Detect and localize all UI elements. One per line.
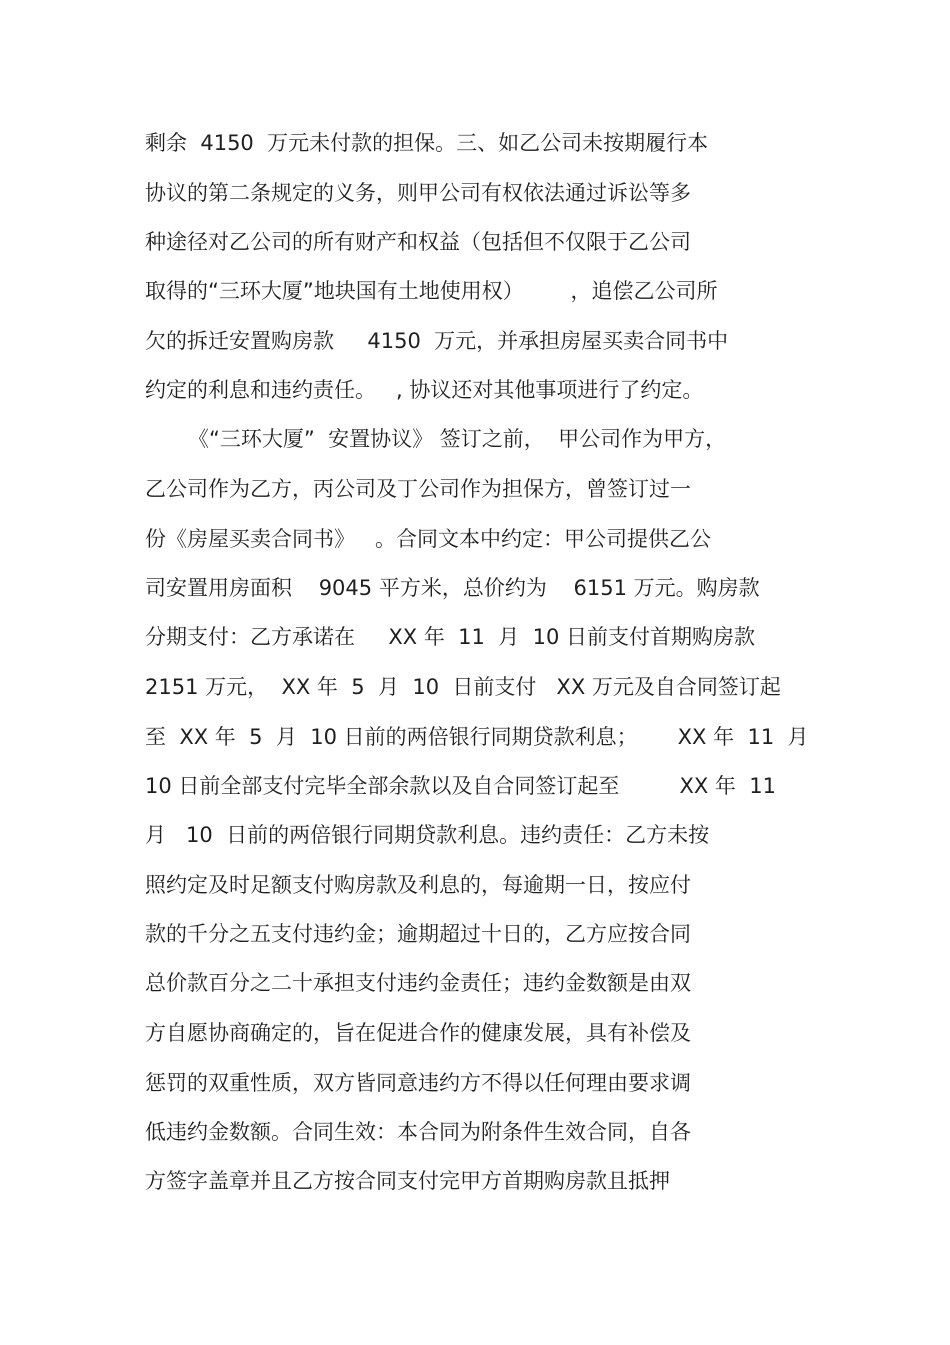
text-line: 月 10 日前的两倍银行同期贷款利息。违约责任：乙方未按 <box>145 823 710 847</box>
text-line: 10 日前全部支付完毕全部余款以及自合同签订起至 XX 年 11 <box>145 774 776 798</box>
text-line: 协议的第二条规定的义务，则甲公司有权依法通过诉讼等多 <box>145 181 691 205</box>
text-line: 款的千分之五支付违约金；逾期超过十日的，乙方应按合同 <box>145 922 691 946</box>
text-line: 低违约金数额。合同生效：本合同为附条件生效合同，自各 <box>145 1120 691 1144</box>
text-line: 至 XX 年 5 月 10 日前的两倍银行同期贷款利息； XX 年 11 月 <box>145 725 809 749</box>
text-line: 方自愿协商确定的，旨在促进合作的健康发展，具有补偿及 <box>145 1021 691 1045</box>
text-line: 照约定及时足额支付购房款及利息的，每逾期一日，按应付 <box>145 873 691 897</box>
text-line: 取得的“三环大厦”地块国有土地使用权） ，追偿乙公司所 <box>145 279 718 303</box>
text-line: 乙公司作为乙方，丙公司及丁公司作为担保方，曾签订过一 <box>145 477 691 501</box>
text-line: 方签字盖章并且乙方按合同支付完甲方首期购房款且抵押 <box>145 1169 670 1193</box>
text-line: 种途径对乙公司的所有财产和权益（包括但不仅限于乙公司 <box>145 230 691 254</box>
text-line: 司安置用房面积 9045 平方米，总价约为 6151 万元。购房款 <box>145 576 760 600</box>
text-line: 份《房屋买卖合同书》 。合同文本中约定：甲公司提供乙公 <box>145 527 712 551</box>
paragraph-start-line: 《“三环大厦” 安置协议》 签订之前， 甲公司作为甲方， <box>188 427 727 451</box>
text-line: 约定的利息和违约责任。 , 协议还对其他事项进行了约定。 <box>145 378 704 402</box>
text-line: 惩罚的双重性质，双方皆同意违约方不得以任何理由要求调 <box>145 1071 691 1095</box>
text-line: 2151 万元， XX 年 5 月 10 日前支付 XX 万元及自合同签订起 <box>145 675 781 699</box>
text-line: 分期支付：乙方承诺在 XX 年 11 月 10 日前支付首期购房款 <box>145 625 755 649</box>
text-line: 剩余 4150 万元未付款的担保。三、如乙公司未按期履行本 <box>145 131 709 155</box>
text-line: 欠的拆迁安置购房款 4150 万元，并承担房屋买卖合同书中 <box>145 329 729 353</box>
text-line: 总价款百分之二十承担支付违约金责任；违约金数额是由双 <box>145 971 691 995</box>
